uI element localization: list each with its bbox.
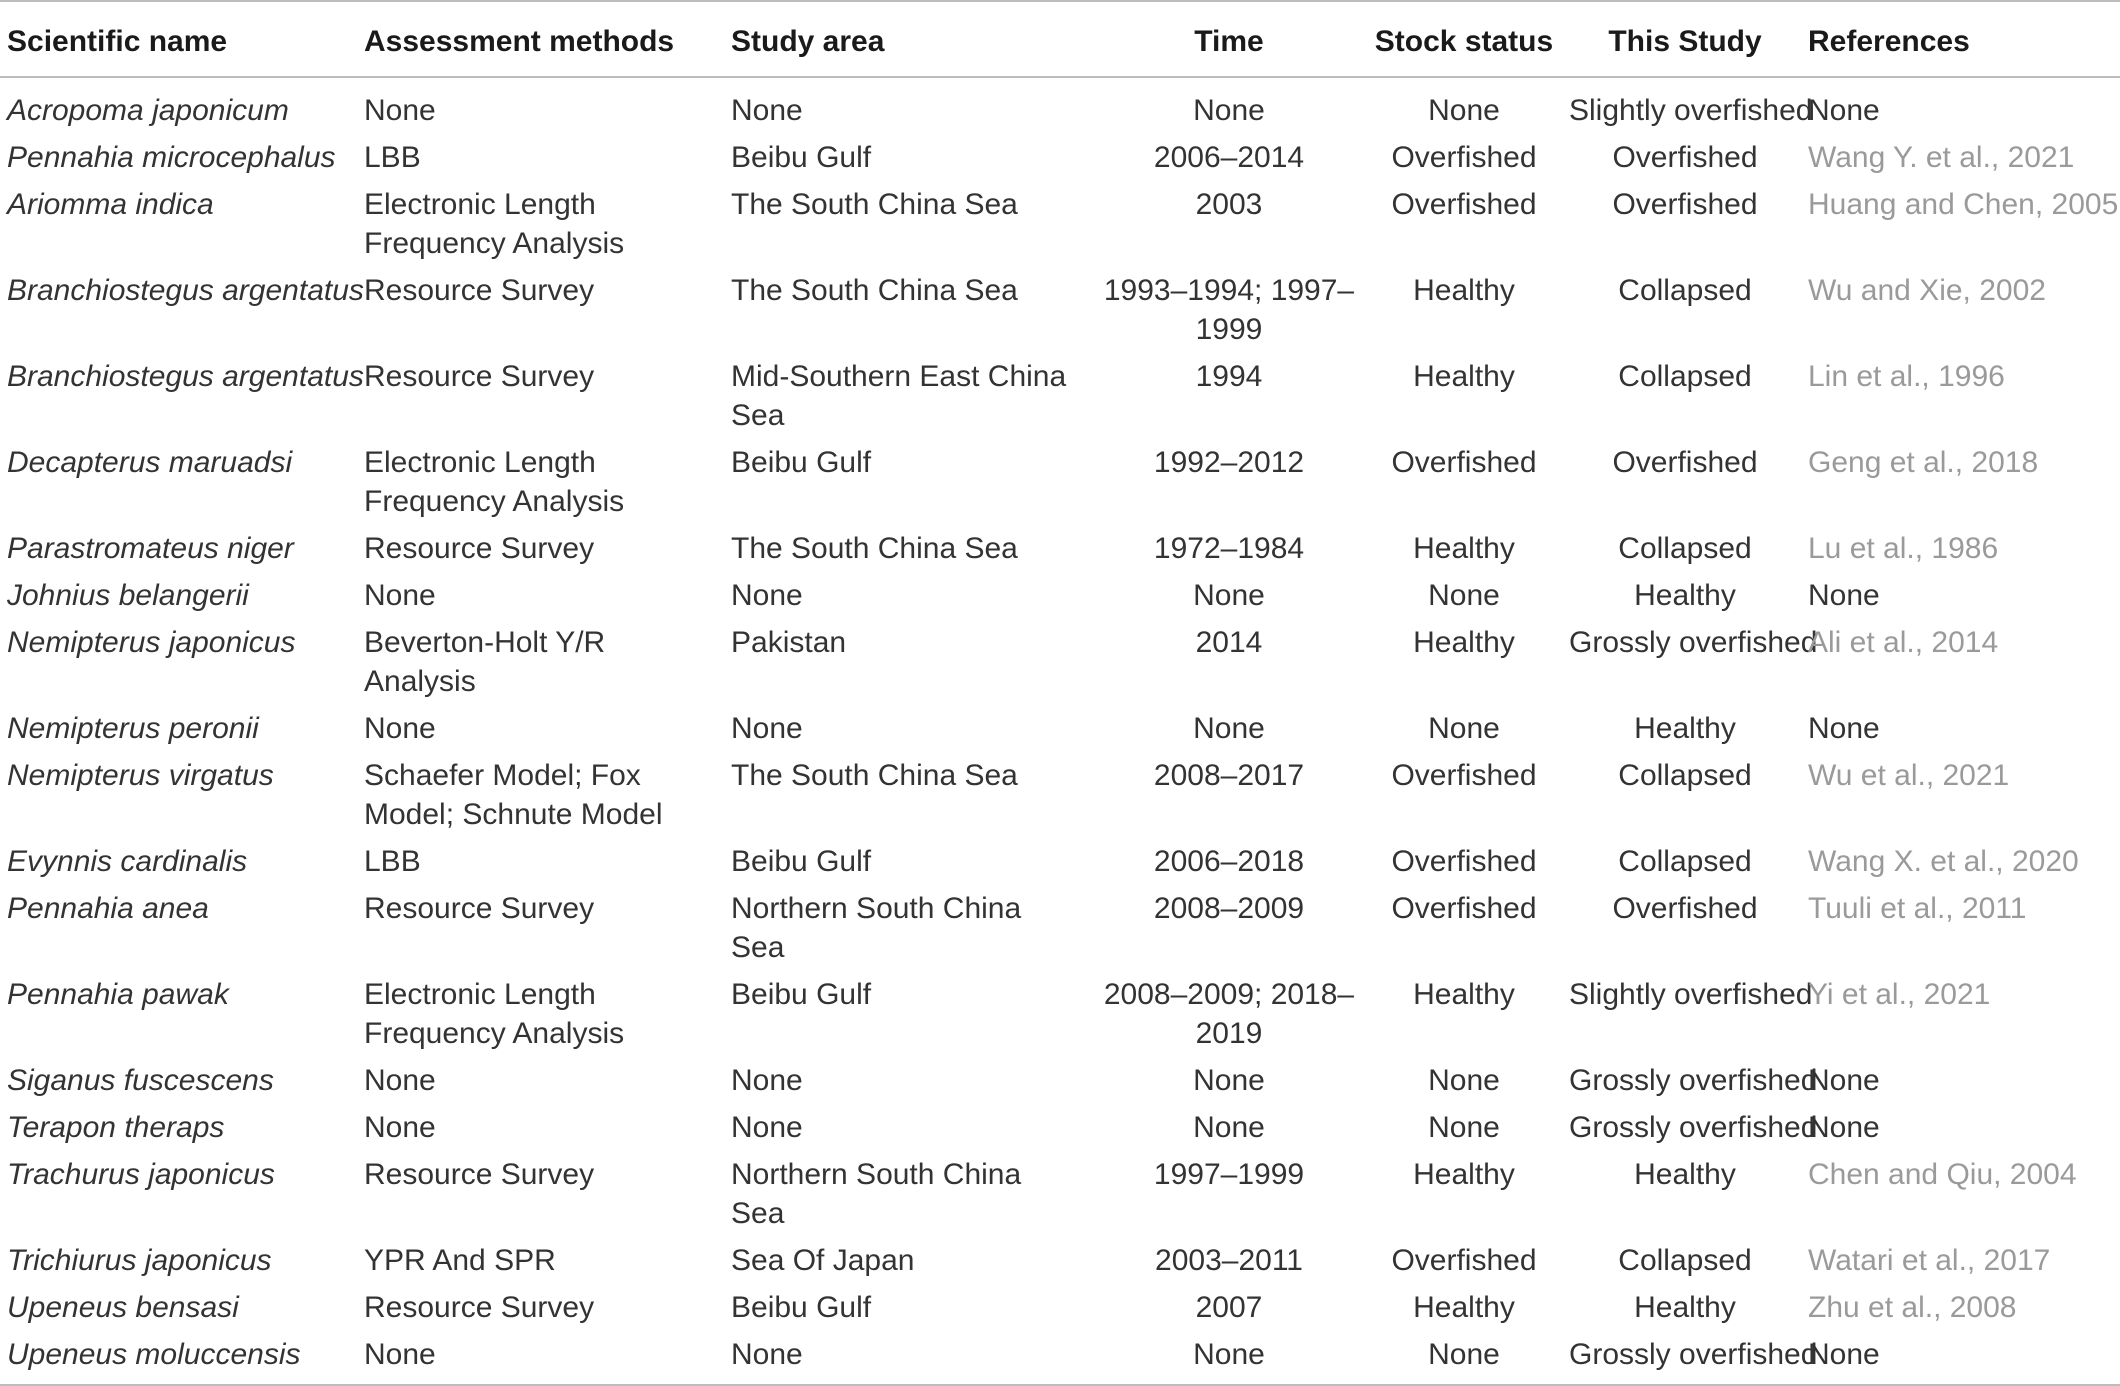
cell-stock-status: None: [1428, 1064, 1500, 1097]
cell-reference: Yi et al., 2021: [1808, 978, 1991, 1011]
cell-stock-status: Healthy: [1413, 532, 1515, 565]
cell-assessment-method: None: [364, 94, 436, 127]
cell-study-area: Beibu Gulf: [731, 978, 872, 1011]
cell-reference: Tuuli et al., 2011: [1808, 892, 2027, 925]
cell-assessment-method: YPR And SPR: [364, 1244, 556, 1277]
cell-time: 2006–2018: [1153, 845, 1305, 878]
cell-scientific-name: Trachurus japonicus: [7, 1158, 275, 1191]
cell-reference: None: [1808, 1111, 1880, 1144]
cell-this-study: Healthy: [1634, 1291, 1736, 1324]
cell-study-area: None: [731, 579, 803, 612]
table-row: [0, 619, 2120, 705]
cell-assessment-method: Electronic Length Frequency Analysis: [364, 446, 625, 518]
cell-study-area: None: [724, 1331, 1099, 1385]
cell-study-area: Northern South China Sea: [731, 892, 1022, 964]
cell-assessment-method: None: [364, 1111, 436, 1144]
cell-reference: Wu et al., 2021: [1808, 759, 2010, 792]
cell-time: 2014: [1195, 626, 1263, 659]
cell-this-study: Grossly overfished: [1569, 1331, 1801, 1385]
cell-assessment-method: Resource Survey: [364, 532, 595, 565]
table-row: [0, 838, 2120, 885]
cell-time: 1993–1994; 1997–1999: [1103, 274, 1355, 346]
cell-assessment-method: Resource Survey: [364, 1291, 595, 1324]
cell-stock-status: None: [1428, 1111, 1500, 1144]
cell-this-study: Grossly overfished: [1569, 626, 1818, 659]
cell-assessment-method: None: [364, 1064, 436, 1097]
cell-assessment-method: Resource Survey: [364, 892, 595, 925]
cell-time: 2008–2009: [1153, 892, 1305, 925]
cell-study-area: Beibu Gulf: [731, 845, 872, 878]
cell-this-study: Collapsed: [1618, 845, 1752, 878]
cell-time: None: [1193, 712, 1265, 745]
cell-assessment-method: LBB: [364, 141, 421, 174]
cell-assessment-method: Schaefer Model; Fox Model; Schnute Model: [364, 759, 663, 831]
cell-time: 2003: [1195, 188, 1263, 221]
cell-study-area: Pakistan: [731, 626, 847, 659]
header-row: [0, 1, 2120, 77]
cell-reference: Wu and Xie, 2002: [1808, 274, 2046, 307]
cell-study-area: Beibu Gulf: [731, 141, 872, 174]
cell-stock-status: None: [1359, 1331, 1569, 1385]
cell-stock-status: None: [1428, 579, 1500, 612]
cell-study-area: Sea Of Japan: [731, 1244, 915, 1277]
table-row: [0, 1104, 2120, 1151]
table-row: [0, 439, 2120, 525]
cell-scientific-name: Upeneus moluccensis: [0, 1331, 357, 1385]
cell-stock-status: Overfished: [1391, 845, 1537, 878]
cell-scientific-name: Pennahia pawak: [7, 978, 229, 1011]
cell-reference: None: [1808, 712, 1880, 745]
table-row: [0, 971, 2120, 1057]
table-row: [0, 1331, 2120, 1385]
table-row: [0, 525, 2120, 572]
cell-reference: None: [1808, 579, 1880, 612]
cell-reference: Zhu et al., 2008: [1808, 1291, 2017, 1324]
cell-reference: Lin et al., 1996: [1808, 360, 2005, 393]
table-body: [0, 77, 2120, 1385]
cell-this-study: Collapsed: [1618, 274, 1752, 307]
cell-this-study: Overfished: [1612, 141, 1758, 174]
cell-this-study: Grossly overfished: [1569, 1064, 1818, 1097]
cell-assessment-method: Electronic Length Frequency Analysis: [364, 978, 625, 1050]
table-row: [0, 267, 2120, 353]
cell-scientific-name: Evynnis cardinalis: [7, 845, 248, 878]
cell-time: 2006–2014: [1153, 141, 1305, 174]
cell-this-study: Collapsed: [1618, 532, 1752, 565]
header-assessment-methods: Assessment methods: [357, 1, 724, 77]
cell-this-study: Collapsed: [1618, 1244, 1752, 1277]
cell-this-study: Collapsed: [1618, 759, 1752, 792]
cell-time: 1994: [1195, 360, 1263, 393]
cell-study-area: None: [731, 712, 803, 745]
cell-scientific-name: Trichiurus japonicus: [7, 1244, 272, 1277]
cell-stock-status: Overfished: [1391, 446, 1537, 479]
cell-time: None: [1193, 1064, 1265, 1097]
cell-stock-status: Overfished: [1391, 1244, 1537, 1277]
cell-reference: Ali et al., 2014: [1808, 626, 1999, 659]
cell-reference: None: [1808, 1064, 1880, 1097]
table-row: [0, 181, 2120, 267]
cell-reference: None: [1801, 1331, 2120, 1385]
cell-scientific-name: Parastromateus niger: [7, 532, 294, 565]
cell-reference: Wang Y. et al., 2021: [1808, 141, 2075, 174]
cell-time: None: [1193, 1111, 1265, 1144]
cell-time: 2008–2009; 2018–2019: [1103, 978, 1355, 1050]
cell-stock-status: Healthy: [1413, 978, 1515, 1011]
cell-reference: Chen and Qiu, 2004: [1808, 1158, 2077, 1191]
table-row: [0, 1284, 2120, 1331]
table-header: [0, 1, 2120, 77]
table-row: [0, 353, 2120, 439]
cell-this-study: Healthy: [1634, 712, 1736, 745]
cell-scientific-name: Terapon theraps: [7, 1111, 225, 1144]
cell-study-area: Mid-Southern East China Sea: [731, 360, 1067, 432]
cell-time: None: [1193, 94, 1265, 127]
cell-time: 2003–2011: [1155, 1244, 1303, 1277]
cell-study-area: The South China Sea: [731, 759, 1018, 792]
cell-reference: Wang X. et al., 2020: [1808, 845, 2079, 878]
cell-this-study: Overfished: [1612, 446, 1758, 479]
cell-this-study: Healthy: [1634, 579, 1736, 612]
cell-scientific-name: Branchiostegus argentatus: [7, 360, 364, 393]
cell-assessment-method: Resource Survey: [364, 274, 595, 307]
header-stock-status: Stock status: [1359, 1, 1569, 77]
cell-this-study: Slightly overfished: [1569, 94, 1813, 127]
cell-reference: Huang and Chen, 2005: [1808, 188, 2119, 221]
cell-scientific-name: Pennahia anea: [7, 892, 209, 925]
cell-reference: Geng et al., 2018: [1808, 446, 2039, 479]
cell-scientific-name: Pennahia microcephalus: [7, 141, 336, 174]
header-study-area: Study area: [724, 1, 1099, 77]
cell-stock-status: Overfished: [1391, 759, 1537, 792]
cell-scientific-name: Nemipterus japonicus: [7, 626, 296, 659]
cell-study-area: Beibu Gulf: [731, 1291, 872, 1324]
cell-scientific-name: Ariomma indica: [7, 188, 214, 221]
cell-study-area: Beibu Gulf: [731, 446, 872, 479]
cell-time: 1997–1999: [1153, 1158, 1305, 1191]
cell-assessment-method: None: [364, 579, 436, 612]
cell-time: 1972–1984: [1153, 532, 1305, 565]
cell-time: 1992–2012: [1153, 446, 1305, 479]
table-row: [0, 77, 2120, 134]
cell-stock-status: None: [1428, 712, 1500, 745]
cell-scientific-name: Nemipterus virgatus: [7, 759, 274, 792]
cell-stock-status: Overfished: [1391, 892, 1537, 925]
cell-scientific-name: Upeneus bensasi: [7, 1291, 239, 1324]
cell-assessment-method: None: [364, 712, 436, 745]
table-row: [0, 885, 2120, 971]
cell-scientific-name: Acropoma japonicum: [7, 94, 289, 127]
cell-study-area: Northern South China Sea: [731, 1158, 1022, 1230]
header-scientific-name: Scientific name: [0, 1, 357, 77]
cell-assessment-method: None: [357, 1331, 724, 1385]
cell-this-study: Grossly overfished: [1569, 1111, 1818, 1144]
cell-this-study: Overfished: [1612, 188, 1758, 221]
cell-stock-status: Healthy: [1413, 1158, 1515, 1191]
cell-scientific-name: Johnius belangerii: [7, 579, 249, 612]
cell-stock-status: Healthy: [1413, 360, 1515, 393]
header-this-study: This Study: [1569, 1, 1801, 77]
cell-study-area: The South China Sea: [731, 532, 1018, 565]
cell-assessment-method: LBB: [364, 845, 421, 878]
header-time: Time: [1099, 1, 1359, 77]
table-row: [0, 705, 2120, 752]
cell-time: None: [1099, 1331, 1359, 1385]
cell-stock-status: Overfished: [1391, 141, 1537, 174]
table-row: [0, 1057, 2120, 1104]
cell-assessment-method: Resource Survey: [364, 360, 595, 393]
table-row: [0, 572, 2120, 619]
table-row: [0, 134, 2120, 181]
cell-stock-status: None: [1428, 94, 1500, 127]
header-references: References: [1801, 1, 2120, 77]
cell-this-study: Healthy: [1634, 1158, 1736, 1191]
cell-stock-status: Healthy: [1413, 274, 1515, 307]
cell-this-study: Collapsed: [1618, 360, 1752, 393]
cell-stock-status: Healthy: [1413, 1291, 1515, 1324]
cell-scientific-name: Branchiostegus argentatus: [7, 274, 364, 307]
table-row: [0, 752, 2120, 838]
cell-study-area: None: [731, 1064, 803, 1097]
cell-study-area: The South China Sea: [731, 274, 1018, 307]
cell-this-study: Overfished: [1612, 892, 1758, 925]
cell-stock-status: Overfished: [1391, 188, 1537, 221]
cell-time: None: [1193, 579, 1265, 612]
cell-scientific-name: Decapterus maruadsi: [7, 446, 293, 479]
cell-scientific-name: Nemipterus peronii: [7, 712, 259, 745]
cell-reference: Watari et al., 2017: [1808, 1244, 2051, 1277]
cell-assessment-method: Beverton-Holt Y/R Analysis: [364, 626, 606, 698]
cell-study-area: None: [731, 94, 803, 127]
cell-time: 2008–2017: [1153, 759, 1305, 792]
cell-study-area: The South China Sea: [731, 188, 1018, 221]
cell-time: 2007: [1195, 1291, 1263, 1324]
cell-assessment-method: Resource Survey: [364, 1158, 595, 1191]
cell-reference: Lu et al., 1986: [1808, 532, 1999, 565]
cell-study-area: None: [731, 1111, 803, 1144]
table-row: [0, 1237, 2120, 1284]
cell-reference: None: [1808, 94, 1880, 127]
cell-assessment-method: Electronic Length Frequency Analysis: [364, 188, 625, 260]
table-row: [0, 1151, 2120, 1237]
cell-this-study: Slightly overfished: [1569, 978, 1813, 1011]
cell-scientific-name: Siganus fuscescens: [7, 1064, 274, 1097]
cell-stock-status: Healthy: [1413, 626, 1515, 659]
